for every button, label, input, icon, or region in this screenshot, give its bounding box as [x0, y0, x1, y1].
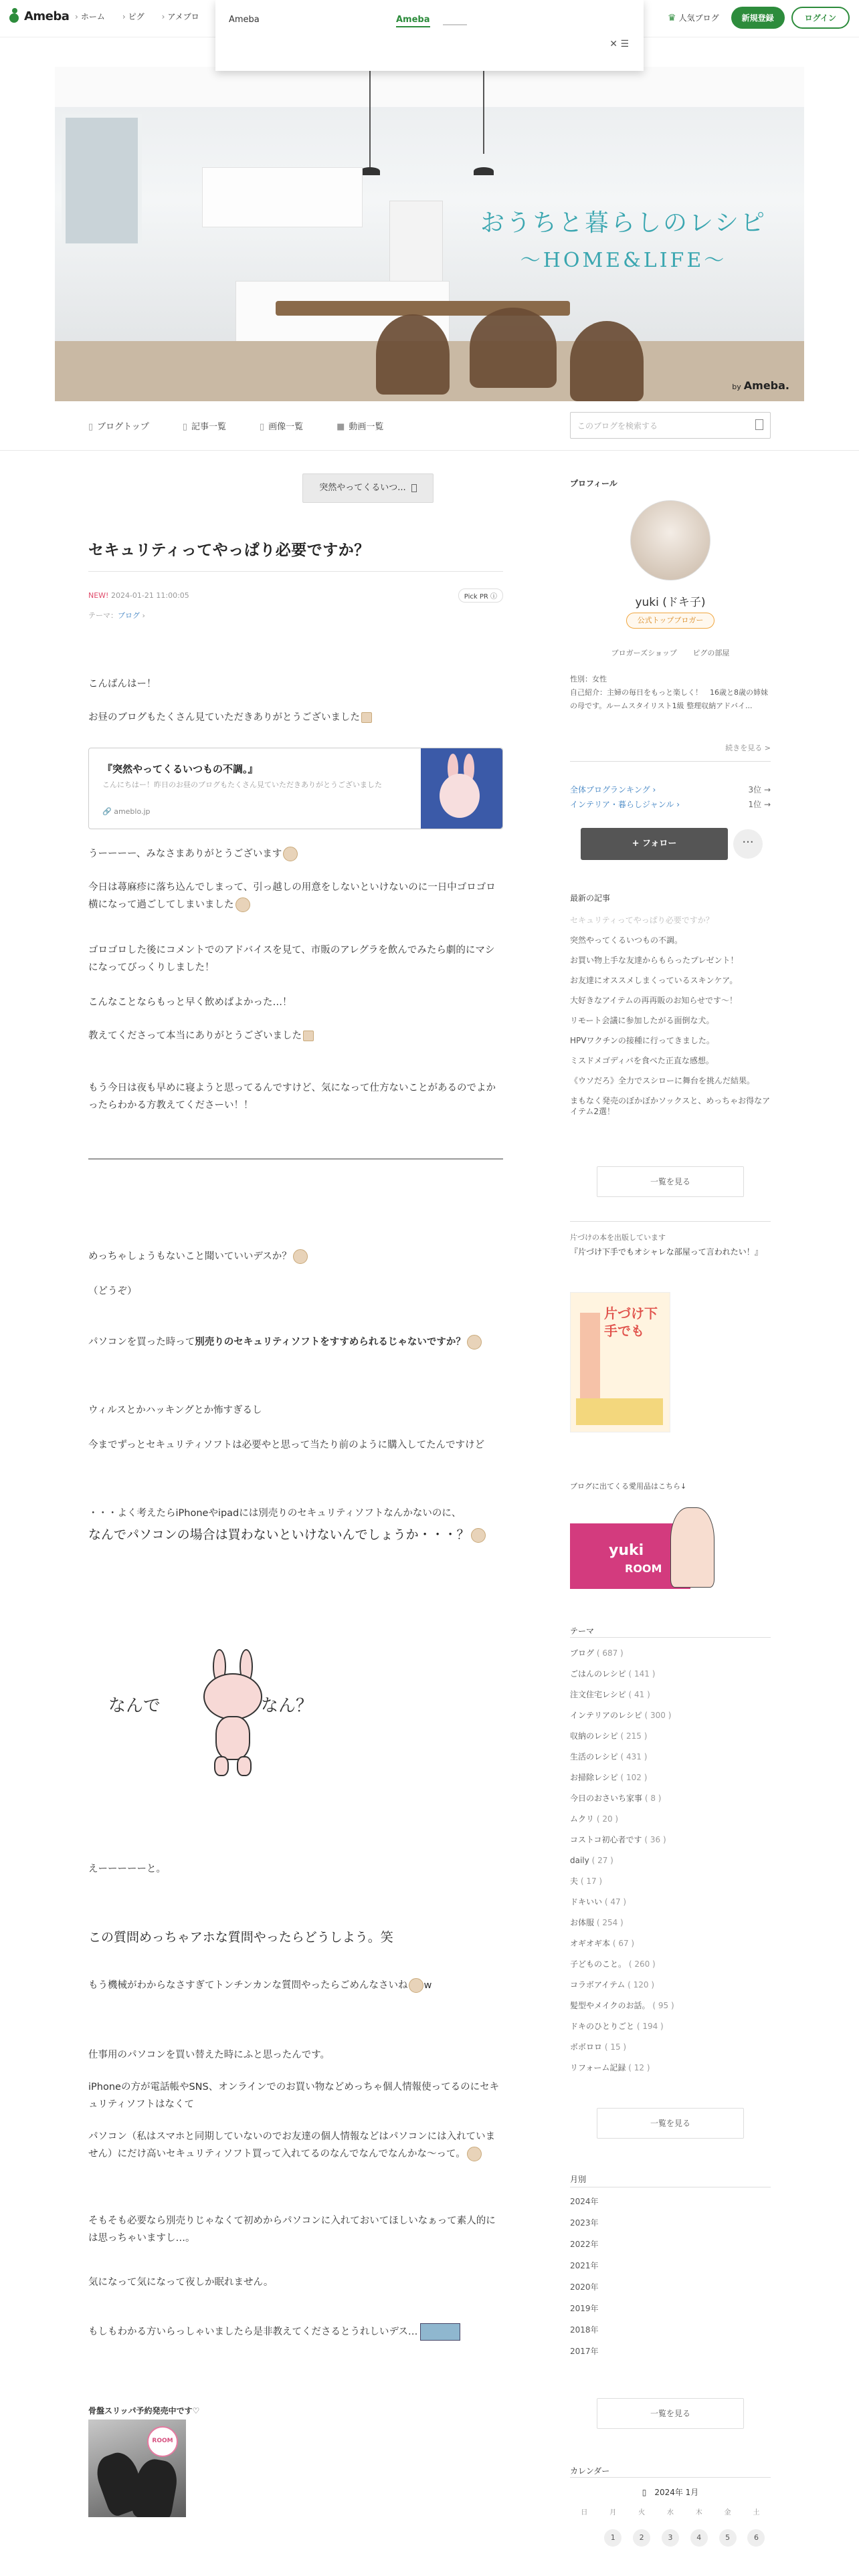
room-banner-subtitle: ROOM: [625, 1562, 662, 1575]
theme-item-name: コラボアイテム: [570, 1980, 626, 1990]
theme-item-name: 今日のおさいち家事: [570, 1794, 643, 1803]
month-item[interactable]: 2021年: [570, 2261, 599, 2270]
theme-item-count: ( 260 ): [628, 1959, 656, 1969]
profile-username[interactable]: yuki (ドキ子): [635, 596, 706, 609]
theme-item[interactable]: [570, 1648, 771, 1659]
card-title: 『突然やってくるいつもの不調。』: [102, 763, 258, 775]
month-item[interactable]: 2018年: [570, 2325, 599, 2335]
divider: [570, 761, 771, 762]
pigg-room-link[interactable]: ピグの部屋: [692, 649, 730, 657]
card-description: こんにちはー！昨日のお昼のブログもたくさん見ていただきありがとうございました: [102, 780, 382, 789]
more-options-button[interactable]: ···: [733, 829, 763, 859]
nav-home[interactable]: › ホーム: [75, 11, 105, 22]
theme-item-name: お体服: [570, 1918, 595, 1927]
global-nav: [75, 11, 199, 22]
theme-item-count: ( 687 ): [596, 1648, 624, 1658]
hero-chair: [470, 308, 557, 388]
popup-ameba-tab[interactable]: Ameba: [396, 15, 430, 27]
new-tag: NEW!: [88, 591, 109, 600]
month-item[interactable]: 2019年: [570, 2304, 599, 2313]
rakuten-room-banner[interactable]: [570, 1507, 717, 1596]
emoji-icon: [293, 1249, 308, 1264]
paragraph: こんなことならもっと早く飲めばよかった…！: [88, 997, 292, 1008]
theme-item[interactable]: [570, 1710, 771, 1721]
theme-item[interactable]: [570, 1731, 771, 1742]
weekday-label: 木: [695, 2509, 702, 2516]
blog-search-input[interactable]: [570, 412, 771, 439]
paragraph: [88, 1333, 503, 1351]
theme-item-name: ブログ: [570, 1648, 595, 1658]
room-caption: ブログに出てくる愛用品はこちら↓: [570, 1482, 687, 1491]
theme-item-count: ( 141 ): [628, 1669, 656, 1679]
article-title: セキュリティってやっぱり必要ですか？: [88, 542, 370, 559]
hero-chair: [570, 321, 644, 401]
rank-value: 1位 →: [748, 800, 771, 809]
paragraph: [88, 879, 503, 914]
paragraph: （どうぞ）: [88, 1286, 137, 1297]
book-title[interactable]: 『片づけ下手でもオシャレな部屋って言われたい！』: [570, 1247, 763, 1257]
theme-item-name: コストコ初心者です: [570, 1835, 642, 1844]
rabbit-body: [215, 1716, 250, 1760]
theme-item[interactable]: [570, 2021, 771, 2032]
paragraph-large: [88, 1523, 503, 1546]
calendar-heading: カレンダー: [570, 2466, 610, 2476]
calendar-month-label: 2024年 1月: [654, 2488, 699, 2497]
emoji-icon: [409, 1978, 423, 1993]
paragraph: えーーーーーと。: [88, 1864, 166, 1874]
theme-item-count: ( 27 ): [591, 1856, 613, 1865]
theme-item[interactable]: [570, 1959, 771, 1970]
calendar-days: [570, 2529, 771, 2547]
theme-item[interactable]: [570, 1876, 771, 1887]
calendar-prev-icon[interactable]: ▯: [642, 2488, 647, 2497]
slipper-promo-image[interactable]: [88, 2420, 186, 2517]
paragraph: こんばんはー！: [88, 679, 157, 689]
hero-title: [456, 204, 791, 273]
paragraph: 気になって気になって夜しか眠れません。: [88, 2277, 274, 2288]
theme-item-name: オギオギ本: [570, 1939, 611, 1948]
rank-label: インテリア・暮らしジャンル: [570, 800, 674, 809]
linked-article-card[interactable]: [88, 748, 503, 829]
divider: [570, 1637, 771, 1638]
theme-item-count: ( 300 ): [644, 1711, 672, 1720]
theme-item[interactable]: [570, 2062, 771, 2074]
book-cover-title: 片づけ下手でも: [604, 1305, 658, 1339]
theme-prefix: テーマ：: [88, 611, 118, 620]
month-item[interactable]: 2024年: [570, 2197, 599, 2206]
hero-ceiling: [55, 67, 804, 107]
theme-item-name: 収納のレシピ: [570, 1731, 618, 1741]
theme-item-name: 生活のレシピ: [570, 1752, 618, 1761]
emoji-icon: [283, 847, 298, 861]
nav-article-list[interactable]: [183, 419, 226, 432]
blog-header-image[interactable]: [55, 67, 804, 401]
paragraph: [88, 845, 503, 863]
theme-item[interactable]: [570, 1814, 771, 1825]
slipper-promo-title: 骨盤スリッパ予約発売中です♡: [88, 2406, 200, 2416]
theme-item-name: 子どものこと。: [570, 1959, 627, 1969]
paragraph-text: 今日は蕁麻疹に落ち込んでしまって、引っ越しの用意をしないといけないのに一日中ゴロゴロ横になって過ごしてしまいました: [88, 882, 496, 910]
register-button[interactable]: 新規登録: [731, 7, 785, 29]
emoji-icon: [467, 2147, 482, 2161]
theme-list: [570, 1648, 771, 2083]
calendar-weekdays: [570, 2506, 771, 2516]
card-domain-text: ameblo.jp: [114, 807, 151, 816]
ranking-overall[interactable]: 全体ブログランキング › 3位 →: [570, 785, 771, 794]
monthly-heading: 月別: [570, 2175, 587, 2184]
title-divider: [88, 571, 503, 572]
theme-item-count: ( 8 ): [644, 1794, 662, 1803]
image-list-icon: ▯: [259, 422, 265, 432]
nav-video-list[interactable]: [337, 419, 383, 432]
hero-chair: [376, 314, 450, 395]
weekday-label: 金: [724, 2509, 731, 2516]
theme-item[interactable]: [570, 1772, 771, 1784]
paragraph: もう今日は夜も早めに寝ようと思ってるんですけど、気になって仕方ないことがあるのでよかったらわかる方教えてくださーい！！: [88, 1083, 496, 1111]
hero-by-ameba: [732, 379, 789, 392]
monthly-list: [570, 2196, 771, 2367]
rabbit-leg: [214, 1756, 229, 1776]
blog-top-icon: ▯: [88, 422, 94, 432]
theme-list-button[interactable]: 一覧を見る: [597, 2108, 744, 2139]
official-blogger-badge: 公式トップブロガー: [626, 613, 714, 629]
theme-item-name: ボボロロ: [570, 2042, 603, 2052]
theme-item[interactable]: [570, 2000, 771, 2012]
weekday-label: 火: [638, 2509, 646, 2516]
emoji-icon: [467, 1335, 482, 1350]
recent-article-item[interactable]: ミスドメゴディバを食べた正直な感想。: [570, 1056, 714, 1065]
theme-item-count: ( 20 ): [596, 1814, 619, 1824]
popup-tab-indicator: [443, 24, 467, 25]
rabbit-sticker-icon: [420, 2323, 460, 2341]
theme-item-name: お掃除レシピ: [570, 1773, 618, 1782]
theme-item-count: ( 15 ): [604, 2042, 627, 2052]
paragraph-text: パソコンを買った時って: [88, 1337, 195, 1348]
paragraph: そもそも必要なら別売りじゃなくて初めからパソコンに入れておいてほしいなぁって素人的には思っちゃいますし…。: [88, 2216, 496, 2244]
weekday-label: 日: [581, 2509, 588, 2516]
nav-image-list-label: 画像一覧: [268, 422, 304, 432]
rank-value: 3位 →: [748, 785, 771, 794]
popular-blog-label: 人気ブログ: [678, 13, 719, 23]
calendar-day: [575, 2529, 593, 2547]
paragraph: iPhoneの方が電話帳やSNS、オンラインでのお買い物などめっちゃ個人情報使ってるのにセキュリティソフトはなくて: [88, 2082, 500, 2110]
theme-item-name: daily: [570, 1856, 589, 1865]
theme-item-count: ( 102 ): [620, 1773, 648, 1782]
room-badge: ROOM: [147, 2426, 178, 2457]
nav-dropdown-popup: [215, 0, 644, 71]
login-button[interactable]: ログイン: [791, 7, 850, 29]
recent-article-item[interactable]: 大好きなアイテムの再再販のお知らせです〜！: [570, 996, 737, 1005]
recent-article-item[interactable]: お買い物上手な友達からもらったプレゼント！: [570, 956, 739, 965]
rabbit-caption-right: なん？: [261, 1696, 314, 1716]
weekday-label: 水: [666, 2509, 674, 2516]
theme-item[interactable]: [570, 1979, 771, 1991]
rabbit-head: [203, 1673, 262, 1720]
recent-article-item[interactable]: セキュリティってやっぱり必要ですか？: [570, 916, 714, 925]
new-post-button[interactable]: [302, 473, 434, 503]
pendant-lamp: [483, 67, 484, 154]
recent-article-item[interactable]: 《ウソだろ》全力でスシローに舞台を挑んだ結果。: [570, 1076, 755, 1085]
pickpr-badge[interactable]: Pick PR ⓘ: [458, 588, 503, 603]
ameba-logo[interactable]: [9, 8, 69, 24]
recent-article-item[interactable]: まもなく発売のぼかぼかソックスと、めっちゃお得なアイテム2選！: [570, 1096, 771, 1116]
paragraph-text: お昼のブログもたくさん見ていただきありがとうございました: [88, 712, 360, 723]
paragraph: [88, 1027, 503, 1045]
calendar-month: [570, 2486, 771, 2498]
theme-item-count: ( 95 ): [652, 2001, 674, 2010]
book-caption: 片づけの本を出版しています: [570, 1233, 666, 1242]
book-cover-image[interactable]: [570, 1292, 670, 1432]
calendar-day[interactable]: 5: [719, 2529, 737, 2547]
paragraph: 今までずっとセキュリティソフトは必要やと思って当たり前のように購入してたんですけど: [88, 1440, 485, 1451]
paragraph-text: めっちゃしょうもないこと聞いていいデスか？: [88, 1251, 292, 1262]
calendar-day[interactable]: 3: [662, 2529, 679, 2547]
paragraph-text: パソコン（私はスマホと同期していないのでお友達の個人情報などはパソコンには入れていません）にだけ高いセキュリティソフト買って入れてるのなんでなんでなんかな〜って。: [88, 2131, 496, 2159]
theme-item-name: 注文住宅レシピ: [570, 1690, 626, 1699]
paragraph: [88, 709, 503, 726]
paragraph-bold: 別売りのセキュリティソフトをすすめられるじゃないですか？: [195, 1337, 466, 1348]
paragraph: [88, 2128, 503, 2163]
hero-title-line1: おうちと暮らしのレシピ: [480, 209, 767, 237]
theme-item-name: インテリアのレシピ: [570, 1711, 642, 1720]
rank-label: 全体ブログランキング: [570, 785, 650, 794]
calendar-day[interactable]: 2: [633, 2529, 650, 2547]
theme-item-name: ドキいい: [570, 1897, 603, 1907]
paragraph-text: 教えてくださって本当にありがとうございました: [88, 1031, 302, 1041]
theme-item[interactable]: [570, 1834, 771, 1846]
popular-blog-link[interactable]: [668, 12, 719, 23]
emoji-icon: [303, 1031, 314, 1041]
theme-heading: テーマ: [570, 1626, 595, 1636]
article-meta: [88, 591, 189, 600]
paragraph: [88, 1248, 503, 1265]
rabbit-leg: [237, 1756, 252, 1776]
follow-button[interactable]: + フォロー: [581, 828, 728, 860]
profile-bio: 性別：女性 自己紹介：主婦の毎日をもっと楽しく！ 16歳と8歳の姉妹の母です。ルームスタイリスト1級 整理収納アドバイ...: [570, 675, 768, 710]
bio-more-link[interactable]: 続きを見る >: [725, 744, 771, 752]
theme-item-count: ( 254 ): [596, 1918, 624, 1927]
theme-item-count: ( 215 ): [620, 1731, 648, 1741]
paragraph-text: もう機械がわからなさすぎてトンチンカンな質問やったらごめんなさいね: [88, 1980, 408, 1991]
article-list-icon: ▯: [182, 422, 187, 432]
theme-item-name: ドキのひとりごと: [570, 2022, 635, 2031]
month-item[interactable]: 2023年: [570, 2218, 599, 2228]
profile-heading: プロフィール: [570, 479, 617, 488]
rank-value-text: 1位: [748, 800, 762, 809]
new-post-label: 突然やってくるいつ...: [319, 483, 406, 493]
emoji-icon: [235, 897, 250, 912]
rabbit-head: [440, 774, 480, 818]
weekday-label: 月: [609, 2509, 617, 2516]
weekday-label: 土: [753, 2509, 760, 2516]
paragraph: ・・・よく考えたらiPhoneやipadには別売りのセキュリティソフトなんかないのに、: [88, 1508, 462, 1519]
theme-item[interactable]: [570, 1669, 771, 1680]
theme-item[interactable]: [570, 1793, 771, 1804]
calendar-day[interactable]: 4: [690, 2529, 708, 2547]
nav-article-list-label: 記事一覧: [191, 422, 226, 432]
slipper-shape: [130, 2456, 181, 2517]
theme-item-name: 夫: [570, 1876, 579, 1886]
recent-article-item[interactable]: リモート会議に参加したがる面倒な犬。: [570, 1016, 714, 1025]
logo-text: Ameba: [24, 9, 70, 23]
popup-close-icon[interactable]: ✕ ☰: [609, 39, 629, 49]
emoji-icon: [471, 1528, 486, 1543]
theme-item-count: ( 431 ): [620, 1752, 648, 1761]
theme-item[interactable]: [570, 1689, 771, 1701]
hero-by-prefix: by: [732, 383, 741, 391]
theme-item-count: ( 67 ): [612, 1939, 635, 1948]
blog-nav: [0, 401, 859, 451]
recent-article-item[interactable]: HPVワクチンの接種に行ってきました。: [570, 1036, 714, 1045]
recent-list-button[interactable]: 一覧を見る: [597, 1166, 744, 1197]
profile-links: [570, 647, 771, 658]
nav-ameblo[interactable]: › アメブロ: [162, 11, 199, 22]
article-theme: テーマ：ブログ ›: [88, 611, 145, 620]
rabbit-illustration: [102, 1642, 329, 1790]
theme-item[interactable]: [570, 1938, 771, 1949]
nav-image-list[interactable]: [260, 419, 303, 432]
month-item[interactable]: 2022年: [570, 2240, 599, 2249]
recent-articles-list: [570, 915, 771, 1126]
theme-link[interactable]: ブログ: [118, 611, 140, 620]
article-date: 2024-01-21 11:00:05: [110, 591, 189, 600]
month-item[interactable]: 2017年: [570, 2347, 599, 2356]
theme-item-count: ( 47 ): [604, 1897, 627, 1907]
theme-item-count: ( 12 ): [628, 2063, 650, 2072]
divider: [570, 2477, 771, 2478]
avatar[interactable]: [630, 500, 710, 580]
monthly-list-button[interactable]: 一覧を見る: [597, 2398, 744, 2429]
divider: [570, 1221, 771, 1222]
crown-icon: ♛: [668, 12, 676, 23]
card-thumbnail: [421, 748, 502, 829]
theme-item-name: リフォーム記録: [570, 2063, 626, 2072]
nav-blog-top[interactable]: [88, 419, 149, 432]
arrow-icon: [411, 484, 417, 492]
month-item[interactable]: 2020年: [570, 2282, 599, 2292]
theme-item-count: ( 194 ): [636, 2022, 664, 2031]
recent-article-item[interactable]: 突然やってくるいつもの不調。: [570, 936, 683, 945]
theme-item[interactable]: [570, 2042, 771, 2053]
room-banner-title: yuki: [609, 1542, 644, 1559]
paragraph-text: もしもわかる方いらっしゃいましたら是非教えてくださるとうれしいデス…: [88, 2327, 418, 2337]
nav-pigg[interactable]: › ピグ: [122, 11, 145, 22]
blog-nav-items: [88, 419, 383, 432]
video-icon: ■: [337, 422, 345, 432]
pendant-lamp: [369, 67, 371, 167]
girl-illustration-icon: [670, 1507, 714, 1588]
hero-title-line2: 〜HOME&LIFE〜: [520, 249, 727, 272]
ranking-genre[interactable]: インテリア・暮らしジャンル › 1位 →: [570, 800, 771, 809]
calendar-day[interactable]: 6: [747, 2529, 765, 2547]
paragraph: ゴロゴロした後にコメントでのアドバイスを見て、市販のアレグラを飲んでみたら劇的にマシになってびっくりしました！: [88, 945, 495, 973]
section-divider: [88, 1158, 503, 1160]
theme-item[interactable]: [570, 1855, 771, 1866]
ameba-logo-icon: [9, 8, 21, 24]
recent-article-item[interactable]: お友達にオススメしまくっているスキンケア。: [570, 976, 738, 985]
search-icon[interactable]: [755, 419, 763, 430]
theme-item[interactable]: [570, 1917, 771, 1929]
recent-heading: 最新の記事: [570, 893, 611, 903]
rank-value-text: 3位: [748, 785, 762, 794]
rabbit-icon: [201, 1649, 268, 1783]
theme-item[interactable]: [570, 1751, 771, 1763]
theme-item-name: ごはんのレシピ: [570, 1669, 626, 1679]
theme-item-name: ムクリ: [570, 1814, 595, 1824]
nav-blog-top-label: ブログトップ: [97, 422, 149, 432]
theme-item-count: ( 17 ): [580, 1876, 603, 1886]
hero-cabinet: [202, 167, 363, 227]
emoji-icon: [361, 712, 372, 723]
paragraph: ウィルスとかハッキングとか怖すぎるし: [88, 1405, 262, 1416]
paragraph: [88, 2323, 503, 2341]
theme-item-count: ( 120 ): [628, 1980, 655, 1990]
card-domain: 🔗 ameblo.jp: [102, 807, 151, 816]
paragraph: 仕事用のパソコンを買い替えた時にふと思ったんです。: [88, 2050, 330, 2060]
hero-by-brand: Ameba.: [743, 379, 789, 392]
rabbit-caption-left: なんで: [108, 1696, 161, 1716]
theme-item-count: ( 36 ): [644, 1835, 666, 1844]
paragraph-text: なんでパソコンの場合は買わないといけないんでしょうか・・・？: [88, 1527, 470, 1542]
nav-video-list-label: 動画一覧: [349, 422, 384, 432]
bloggers-shop-link[interactable]: ブロガーズショップ: [611, 649, 677, 657]
search-placeholder: このブログを検索する: [577, 421, 658, 431]
paragraph-text: うーーーー、みなさまありがとうございます: [88, 849, 282, 859]
book-pattern-shape: [576, 1398, 663, 1425]
paragraph-large: この質問めっちゃアホな質問やったらどうしよう。笑: [88, 1930, 393, 1945]
paragraph: もう機械がわからなさすぎてトンチンカンな質問やったらごめんなさいね w: [88, 1977, 503, 1994]
header-actions: [668, 7, 850, 29]
theme-item-count: ( 41 ): [628, 1690, 650, 1699]
popup-ameba-label[interactable]: Ameba: [229, 15, 260, 25]
calendar-day[interactable]: 1: [604, 2529, 622, 2547]
theme-item-name: 髪型やメイクのお話。: [570, 2001, 650, 2010]
hero-window: [62, 114, 142, 247]
theme-item[interactable]: [570, 1897, 771, 1908]
